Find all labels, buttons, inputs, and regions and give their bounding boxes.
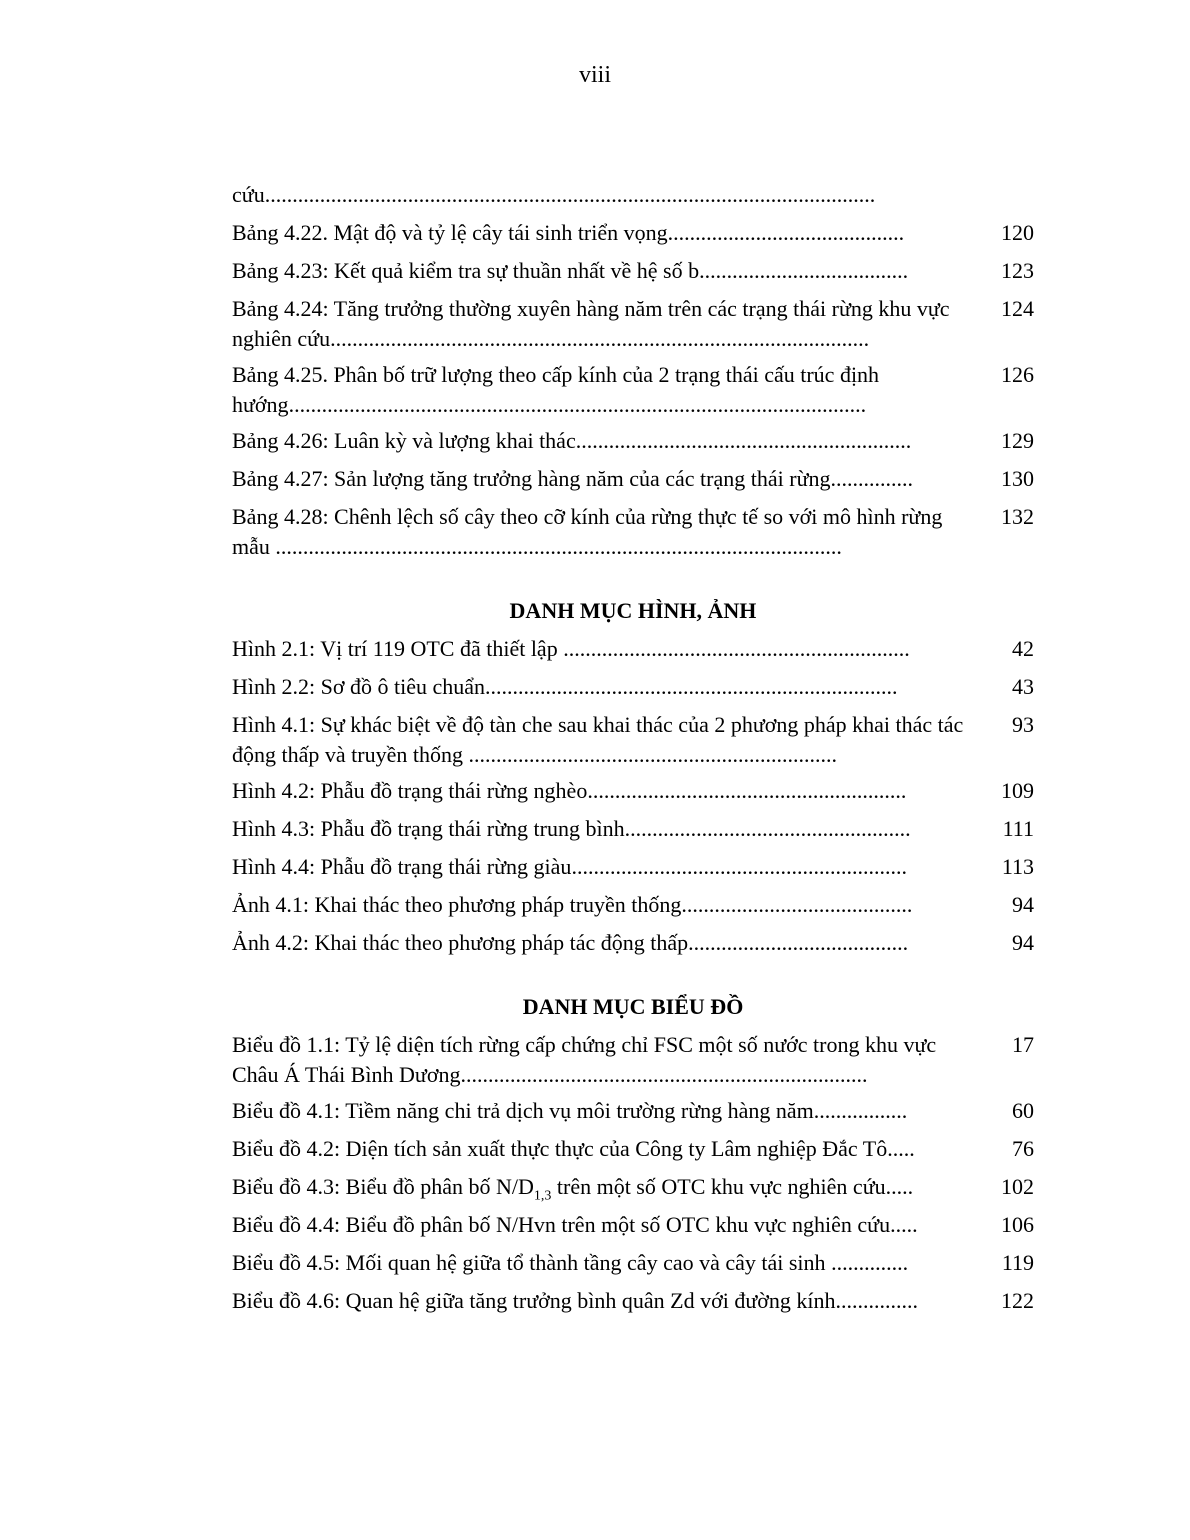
entry-text: Bảng 4.22. Mật độ và tỷ lệ cây tái sinh triển vọng [232,220,668,245]
entry-page: 102 [1001,1174,1034,1199]
entry-page: 126 [1001,362,1034,387]
leader-dots: ............................................................. [575,428,912,453]
leader-dots: ............................................................... [563,636,910,661]
entry-text: Bảng 4.27: Sản lượng tăng trưởng hàng năm của các trạng thái rừng [232,466,831,491]
entry-text: Bảng 4.25. Phân bố trữ lượng theo cấp kính của 2 trạng thái cấu trúc định hướng [232,362,880,417]
leader-dots: ............................................................. [571,854,907,879]
leader-dots: ...................................... [699,258,909,283]
leader-dots: ..... [890,1212,918,1237]
leader-dots: .................................................................................................. [330,326,870,351]
toc-entry[interactable] [232,360,1034,426]
leader-dots: .......................................................................... [460,1062,868,1087]
leader-dots: ............... [830,466,914,491]
entry-page: 106 [1001,1212,1034,1237]
toc-entry[interactable] [232,634,1034,672]
toc-entry[interactable] [232,256,1034,294]
toc-entry[interactable] [232,180,1034,218]
leader-dots: ..... [887,1136,915,1161]
leader-dots: ..... [885,1174,914,1199]
toc-entry[interactable] [232,1172,1034,1210]
entry-page: 17 [1012,1032,1034,1057]
entry-text: Biểu đồ 1.1: Tỷ lệ diện tích rừng cấp chứng chỉ FSC một số nước trong khu vực Châu Á Thái Bình Dương [232,1032,937,1087]
leader-dots: ............................................................................................................... [264,182,876,207]
toc-entry[interactable] [232,710,1034,776]
toc-entry[interactable] [232,776,1034,814]
leader-dots: .................................................... [624,816,911,841]
entry-text: Ảnh 4.1: Khai thác theo phương pháp truyền thống [232,892,682,917]
toc-entry[interactable] [232,672,1034,710]
entry-page: 119 [1001,1250,1034,1275]
entry-page: 123 [1001,258,1034,283]
entry-text-continued: trên một số OTC khu vực nghiên cứu [551,1174,886,1199]
entry-text: Bảng 4.23: Kết quả kiểm tra sự thuần nhất về hệ số b [232,258,700,283]
figures-list [232,634,1034,966]
entry-text: Biểu đồ 4.5: Mối quan hệ giữa tổ thành tầng cây cao và cây tái sinh [232,1250,832,1275]
tables-list [232,180,1034,568]
toc-entry[interactable] [232,1134,1034,1172]
toc-entry[interactable] [232,294,1034,360]
toc-entry[interactable] [232,1030,1034,1096]
entry-page: 132 [1001,504,1034,529]
entry-page: 130 [1001,466,1034,491]
entry-text: Bảng 4.28: Chênh lệch số cây theo cỡ kính của rừng thực tế so với mô hình rừng mẫu [232,504,943,559]
entry-page: 111 [1002,816,1034,841]
page-number: viii [578,62,611,88]
toc-entry[interactable] [232,502,1034,568]
toc-entry[interactable] [232,928,1034,966]
entry-text: Hình 4.1: Sự khác biệt về độ tàn che sau khai thác của 2 phương pháp khai thác tác động thấp và truyền thống [232,712,964,767]
entry-text: Hình 4.2: Phẫu đồ trạng thái rừng nghèo [232,778,588,803]
entry-text: Bảng 4.24: Tăng trưởng thường xuyên hàng năm trên các trạng thái rừng khu vực nghiên cứu [232,296,950,351]
leader-dots: .............. [831,1250,909,1275]
toc-entry[interactable] [232,1210,1034,1248]
entry-text: Hình 2.2: Sơ đồ ô tiêu chuẩn [232,674,485,699]
leader-dots: ........................................... [667,220,905,245]
entry-page: 129 [1001,428,1034,453]
leader-dots: ......................................................................................................... [288,392,867,417]
toc-entry[interactable] [232,1286,1034,1324]
toc-entry[interactable] [232,1096,1034,1134]
entry-page: 60 [1012,1098,1034,1123]
entry-text: Biểu đồ 4.2: Diện tích sản xuất thực thực của Công ty Lâm nghiệp Đắc Tô [232,1136,888,1161]
toc-entry[interactable] [232,890,1034,928]
leader-dots: ....................................................................................................... [275,534,842,559]
subscript: 1,3 [533,1188,552,1204]
entry-text: Biểu đồ 4.4: Biểu đồ phân bố N/Hvn trên một số OTC khu vực nghiên cứu [232,1212,891,1237]
entry-page: 94 [1012,930,1034,955]
toc-entry[interactable] [232,1248,1034,1286]
entry-page: 113 [1001,854,1034,879]
leader-dots: ................. [813,1098,908,1123]
toc-entry[interactable] [232,218,1034,256]
entry-text: Ảnh 4.2: Khai thác theo phương pháp tác động thấp [232,930,689,955]
entry-page: 43 [1012,674,1034,699]
figures-heading: DANH MỤC HÌNH, ẢNH [509,598,757,623]
toc-entry[interactable] [232,426,1034,464]
entry-text: Biểu đồ 4.3: Biểu đồ phân bố N/D [232,1174,534,1199]
entry-page: 122 [1001,1288,1034,1313]
entry-page: 109 [1001,778,1034,803]
entry-page: 42 [1012,636,1034,661]
entry-page: 93 [1012,712,1034,737]
charts-heading: DANH MỤC BIỂU ĐỒ [522,994,744,1019]
entry-text: Hình 4.4: Phẫu đồ trạng thái rừng giàu [232,854,572,879]
entry-text: Biểu đồ 4.1: Tiềm năng chi trả dịch vụ môi trường rừng hàng năm [232,1098,814,1123]
entry-page: 94 [1012,892,1034,917]
entry-text: Biểu đồ 4.6: Quan hệ giữa tăng trưởng bình quân Zd với đường kính [232,1288,836,1313]
leader-dots: ........................................................................... [485,674,898,699]
leader-dots: .......................................... [681,892,913,917]
entry-page: 124 [1001,296,1034,321]
toc-entry[interactable] [232,814,1034,852]
table-of-contents [232,180,1034,1324]
leader-dots: ............... [835,1288,918,1313]
leader-dots: .......................................................... [587,778,907,803]
entry-text: cứu [232,182,265,207]
entry-page: 120 [1001,220,1034,245]
leader-dots: ................................................................... [468,742,837,767]
entry-page: 76 [1012,1136,1034,1161]
leader-dots: ........................................ [688,930,909,955]
entry-text: Hình 2.1: Vị trí 119 OTC đã thiết lập [232,636,564,661]
entry-text: Bảng 4.26: Luân kỳ và lượng khai thác [232,428,576,453]
toc-entry[interactable] [232,464,1034,502]
entry-text: Hình 4.3: Phẫu đồ trạng thái rừng trung bình [232,816,625,841]
toc-entry[interactable] [232,852,1034,890]
charts-list [232,1030,1034,1324]
